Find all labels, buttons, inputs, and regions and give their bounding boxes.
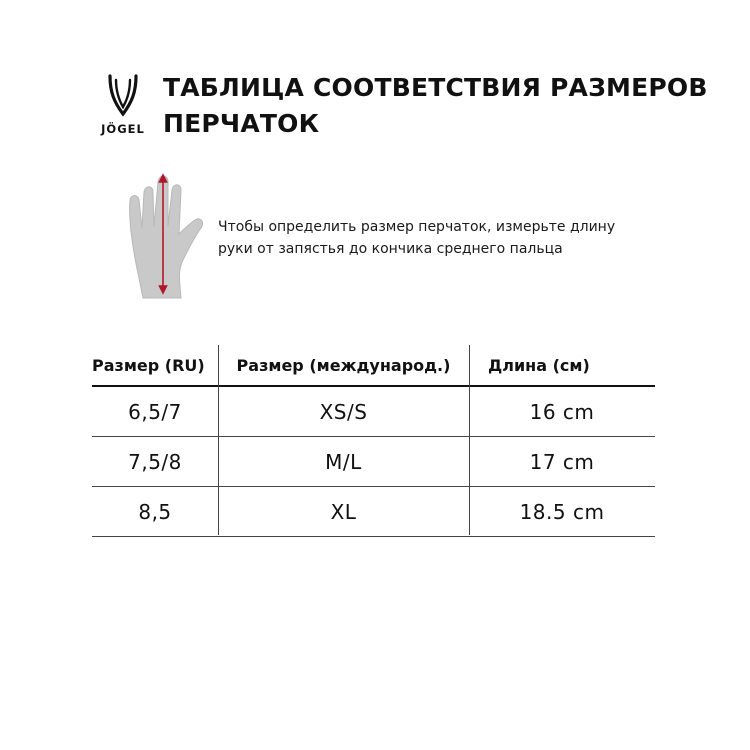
cell-size-international: XL xyxy=(330,499,357,524)
title-line-2: ПЕРЧАТОК xyxy=(163,109,320,138)
size-table xyxy=(92,345,655,537)
header-size-international: Размер (международ.) xyxy=(236,355,451,375)
instruction-line-1: Чтобы определить размер перчаток, измерьте длину xyxy=(218,219,616,235)
page-title xyxy=(163,70,723,142)
cell-length: 17 cm xyxy=(529,449,595,474)
cell-size-ru: 6,5/7 xyxy=(128,399,182,424)
title-line-1: ТАБЛИЦА СООТВЕТСТВИЯ РАЗМЕРОВ xyxy=(163,73,708,102)
table-row xyxy=(92,437,655,487)
logo-text: JÖGEL xyxy=(101,122,145,136)
cell-size-international: XS/S xyxy=(319,399,368,424)
table-header xyxy=(92,345,655,387)
measurement-instruction xyxy=(218,216,638,260)
cell-length: 18.5 cm xyxy=(519,499,605,524)
cell-size-international: M/L xyxy=(325,449,362,474)
instruction-line-2: руки от запястья до кончика среднего пальца xyxy=(218,241,563,257)
cell-length: 16 cm xyxy=(529,399,595,424)
header-size-ru: Размер (RU) xyxy=(92,355,205,375)
column-divider xyxy=(469,345,470,535)
table-row xyxy=(92,487,655,537)
hand-icon xyxy=(125,168,205,308)
column-divider xyxy=(218,345,219,535)
cell-size-ru: 7,5/8 xyxy=(128,449,182,474)
cell-size-ru: 8,5 xyxy=(138,499,172,524)
hand-measure-illustration xyxy=(125,168,205,308)
jogel-emblem-icon xyxy=(104,74,142,118)
jogel-logo xyxy=(92,74,154,140)
table-row xyxy=(92,387,655,437)
header-length: Длина (см) xyxy=(488,355,590,375)
